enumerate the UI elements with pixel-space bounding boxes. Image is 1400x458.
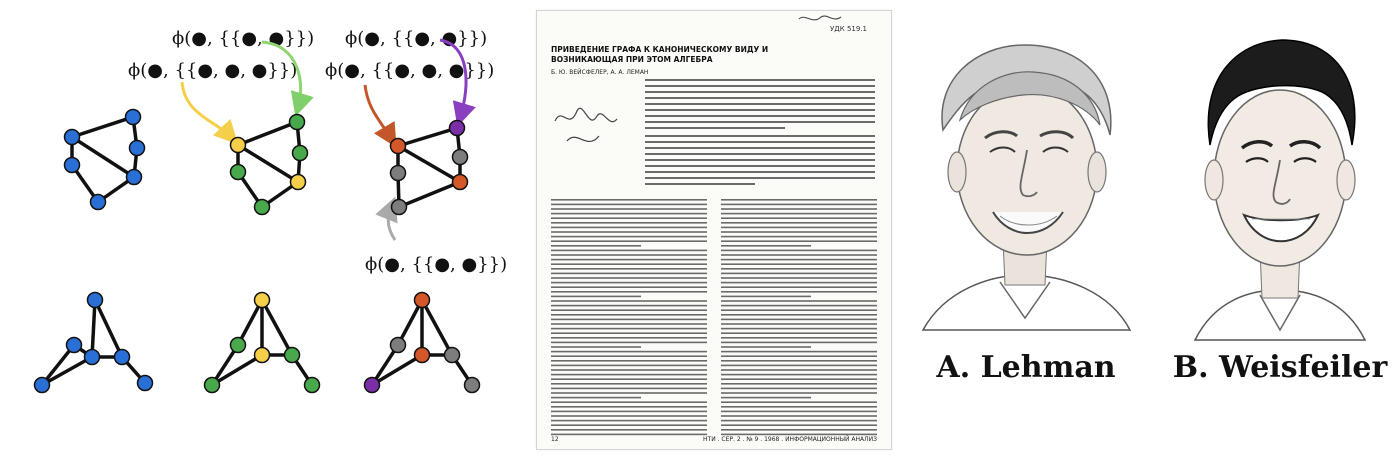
node [231, 138, 246, 153]
node [450, 121, 465, 136]
node [392, 200, 407, 215]
weisfeiler-portrait [1160, 0, 1400, 458]
node [415, 293, 430, 308]
arrow-orange [365, 85, 392, 140]
wl-refinement-diagram [0, 0, 520, 458]
paper-title: ПРИВЕДЕНИЕ ГРАФА К КАНОНИЧЕСКОМУ ВИДУ И ВОЗНИКАЮЩАЯ ПРИ ЭТОМ АЛГЕБРА [551, 45, 769, 64]
paper-page-number: 12 [551, 436, 559, 443]
node [445, 348, 460, 363]
node [255, 348, 270, 363]
node [391, 139, 406, 154]
graph-top-2 [238, 122, 300, 207]
node [115, 350, 130, 365]
node [305, 378, 320, 393]
paper-footer [551, 436, 877, 443]
node [127, 170, 142, 185]
node [88, 293, 103, 308]
node [290, 115, 305, 130]
node [453, 150, 468, 165]
graph-bottom-3 [372, 300, 472, 385]
node [130, 141, 145, 156]
hash-label-4: ϕ(●, {{●, ●, ●}}) [325, 60, 495, 81]
paper-text-lines [537, 11, 891, 449]
node [465, 378, 480, 393]
node [65, 158, 80, 173]
node [453, 175, 468, 190]
node [126, 110, 141, 125]
graph-top-3 [398, 128, 460, 207]
caption-weisfeiler: B. Weisfeiler [1172, 350, 1388, 385]
node [255, 293, 270, 308]
graph-top-1 [72, 117, 137, 202]
paper-journal: НТИ . СЕР. 2 . № 9 . 1968 . ИНФОРМАЦИОННЫЙ АНАЛИЗ [703, 436, 877, 443]
hash-label-3: ϕ(●, {{●, ●}}) [345, 28, 488, 49]
paper-scan [536, 10, 892, 450]
node [293, 146, 308, 161]
node [391, 338, 406, 353]
node [231, 165, 246, 180]
paper-udk: УДК 519.1 [830, 25, 867, 33]
hash-label-5: ϕ(●, {{●, ●}}) [365, 254, 508, 275]
node [35, 378, 50, 393]
arrow-yellow [182, 82, 232, 138]
graph-top-3-nodes [391, 121, 468, 215]
lehman-portrait [905, 0, 1145, 458]
node [85, 350, 100, 365]
paper-authors: Б. Ю. ВЕЙСФЕЛЕР, А. А. ЛЕМАН [551, 69, 649, 76]
graph-bottom-1 [42, 300, 145, 385]
node [391, 166, 406, 181]
node [415, 348, 430, 363]
node [91, 195, 106, 210]
node [205, 378, 220, 393]
node [365, 378, 380, 393]
hash-label-2: ϕ(●, {{●, ●, ●}}) [128, 60, 298, 81]
node [285, 348, 300, 363]
node [65, 130, 80, 145]
caption-lehman: A. Lehman [936, 350, 1116, 385]
node [67, 338, 82, 353]
node [291, 175, 306, 190]
node [255, 200, 270, 215]
node [231, 338, 246, 353]
hash-label-1: ϕ(●, {{●, ●}}) [172, 28, 315, 49]
node [138, 376, 153, 391]
graph-bottom-2 [212, 300, 312, 385]
